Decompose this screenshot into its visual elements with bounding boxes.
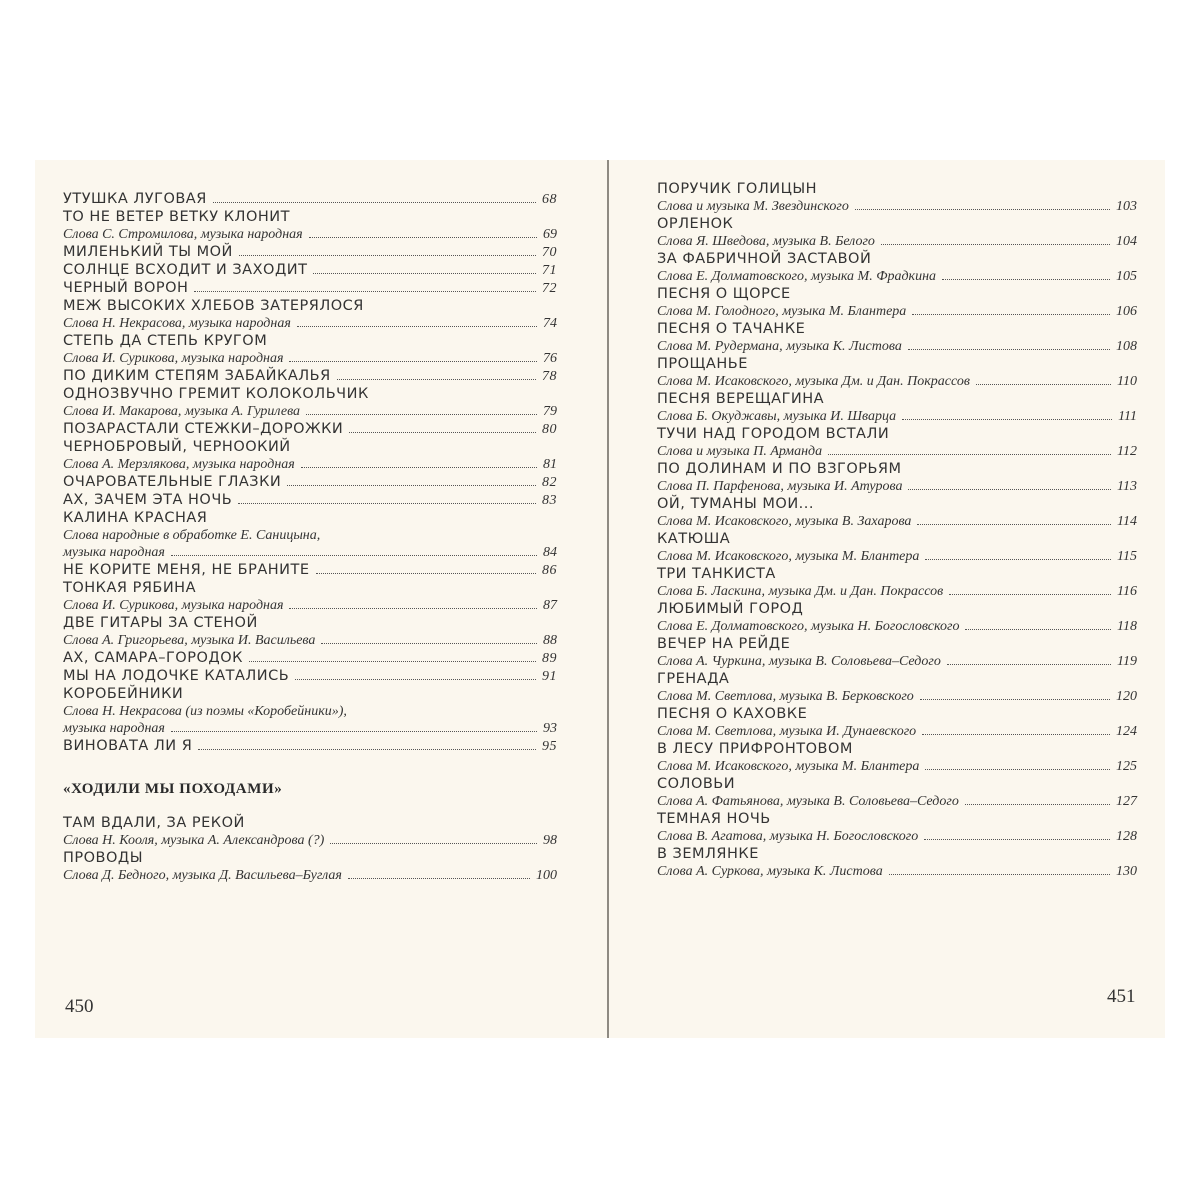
toc-credit-row [657, 863, 1137, 880]
song-title: КАТЮША [657, 531, 731, 547]
song-title: АХ, ЗАЧЕМ ЭТА НОЧЬ [63, 492, 233, 508]
song-title: ТОНКАЯ РЯБИНА [63, 580, 197, 596]
song-title: ОЙ, ТУМАНЫ МОИ... [657, 496, 815, 512]
page-ref: 72 [542, 281, 557, 296]
dot-leader [301, 467, 537, 468]
page-ref: 98 [543, 833, 557, 848]
song-title: ТАМ ВДАЛИ, ЗА РЕКОЙ [63, 815, 245, 831]
dot-leader [348, 878, 530, 879]
toc-credit-row [63, 315, 557, 332]
song-title: ВИНОВАТА ЛИ Я [63, 738, 193, 754]
dot-leader [198, 749, 536, 750]
page-ref: 115 [1117, 549, 1137, 564]
song-title: ТЕМНАЯ НОЧЬ [657, 811, 771, 827]
toc-title-row [63, 367, 557, 385]
song-credit: Слова и музыка П. Арманда [657, 444, 823, 459]
song-title: ТУЧИ НАД ГОРОДОМ ВСТАЛИ [657, 426, 890, 442]
toc-credit-row [657, 303, 1137, 320]
page-ref: 95 [542, 739, 557, 754]
song-credit: Слова Е. Долматовского, музыка М. Фрадкина [657, 269, 937, 284]
right-toc-entries [657, 180, 1137, 880]
toc-title-row [63, 438, 557, 456]
toc-credit-row [63, 226, 557, 243]
left-toc [63, 190, 557, 884]
page-ref: 70 [542, 245, 557, 260]
song-title: МИЛЕНЬКИЙ ТЫ МОЙ [63, 244, 233, 260]
dot-leader [908, 349, 1110, 350]
dot-leader [289, 608, 537, 609]
toc-credit-row [63, 456, 557, 473]
toc-title-row [63, 208, 557, 226]
page-ref: 71 [542, 263, 557, 278]
song-title: ДВЕ ГИТАРЫ ЗА СТЕНОЙ [63, 615, 258, 631]
toc-title-row [63, 261, 557, 279]
page-ref: 130 [1116, 864, 1137, 879]
toc-title-row [657, 390, 1137, 408]
toc-title-row [657, 705, 1137, 723]
song-title: ЛЮБИМЫЙ ГОРОД [657, 601, 804, 617]
page-ref: 86 [542, 563, 557, 578]
song-title: НЕ КОРИТЕ МЕНЯ, НЕ БРАНИТЕ [63, 562, 310, 578]
dot-leader [295, 679, 536, 680]
toc-credit-row [63, 703, 557, 720]
page-ref: 124 [1116, 724, 1137, 739]
page-ref: 76 [543, 351, 557, 366]
song-credit: Слова А. Фатьянова, музыка В. Соловьева–Седого [657, 794, 959, 809]
song-credit: музыка народная [63, 721, 165, 736]
toc-title-row [63, 814, 557, 832]
song-credit: музыка народная [63, 545, 165, 560]
page-number-right: 451 [1107, 986, 1136, 1007]
song-title: ОРЛЕНОК [657, 216, 734, 232]
song-title: ПЕСНЯ ВЕРЕЩАГИНА [657, 391, 825, 407]
page-ref: 84 [543, 545, 557, 560]
toc-title-row [63, 685, 557, 703]
toc-credit-row [63, 527, 557, 544]
toc-credit-row [657, 758, 1137, 775]
song-title: ЧЕРНОБРОВЫЙ, ЧЕРНООКИЙ [63, 439, 291, 455]
dot-leader [828, 454, 1111, 455]
song-title: ПО ДОЛИНАМ И ПО ВЗГОРЬЯМ [657, 461, 902, 477]
page-ref: 88 [543, 633, 557, 648]
dot-leader [925, 559, 1111, 560]
page-ref: 106 [1116, 304, 1137, 319]
dot-leader [213, 202, 536, 203]
toc-credit-row [657, 828, 1137, 845]
page-ref: 110 [1117, 374, 1137, 389]
page-ref: 93 [543, 721, 557, 736]
song-credit: Слова М. Исаковского, музыка М. Блантера [657, 549, 920, 564]
page-ref: 119 [1117, 654, 1137, 669]
page-ref: 128 [1116, 829, 1137, 844]
toc-title-row [657, 740, 1137, 758]
toc-credit-row [63, 350, 557, 367]
dot-leader [309, 237, 537, 238]
page-ref: 112 [1117, 444, 1137, 459]
toc-credit-row [63, 867, 557, 884]
toc-credit-row [657, 618, 1137, 635]
dot-leader [965, 629, 1111, 630]
dot-leader [194, 291, 536, 292]
dot-leader [238, 503, 536, 504]
toc-title-row [63, 473, 557, 491]
song-title: ЧЕРНЫЙ ВОРОН [63, 280, 189, 296]
song-title: КОРОБЕЙНИКИ [63, 686, 184, 702]
toc-credit-row [657, 653, 1137, 670]
section-toc-entries [63, 814, 557, 884]
song-credit: Слова Н. Некрасова, музыка народная [63, 316, 291, 331]
toc-title-row [63, 243, 557, 261]
toc-credit-row [657, 688, 1137, 705]
song-credit: Слова М. Исаковского, музыка М. Блантера [657, 759, 920, 774]
song-credit: Слова М. Исаковского, музыка Дм. и Дан. Покрассов [657, 374, 970, 389]
song-title: ПЕСНЯ О ТАЧАНКЕ [657, 321, 806, 337]
toc-title-row [657, 180, 1137, 198]
toc-title-row [63, 737, 557, 755]
left-page [35, 160, 607, 1038]
toc-credit-row [657, 408, 1137, 425]
song-credit: Слова И. Сурикова, музыка народная [63, 351, 284, 366]
song-title: ПЕСНЯ О КАХОВКЕ [657, 706, 808, 722]
dot-leader [239, 255, 536, 256]
toc-title-row [657, 810, 1137, 828]
page-ref: 100 [536, 868, 557, 883]
toc-title-row [657, 355, 1137, 373]
song-title: ОЧАРОВАТЕЛЬНЫЕ ГЛАЗКИ [63, 474, 282, 490]
page-ref: 69 [543, 227, 557, 242]
toc-title-row [657, 845, 1137, 863]
page-number-left: 450 [65, 996, 94, 1017]
toc-credit-row [63, 544, 557, 561]
song-title: ТРИ ТАНКИСТА [657, 566, 776, 582]
song-credit: Слова Б. Окуджавы, музыка И. Шварца [657, 409, 897, 424]
page-ref: 82 [542, 475, 557, 490]
toc-credit-row [657, 723, 1137, 740]
page-ref: 114 [1117, 514, 1137, 529]
book-spread [35, 160, 1165, 1038]
toc-title-row [63, 561, 557, 579]
page-ref: 83 [542, 493, 557, 508]
dot-leader [912, 314, 1110, 315]
toc-title-row [63, 667, 557, 685]
dot-leader [321, 643, 537, 644]
toc-title-row [63, 579, 557, 597]
toc-title-row [657, 250, 1137, 268]
toc-credit-row [657, 478, 1137, 495]
song-credit: Слова М. Светлова, музыка В. Берковского [657, 689, 914, 704]
song-credit: Слова В. Агатова, музыка Н. Богословского [657, 829, 919, 844]
song-credit: Слова Я. Шведова, музыка В. Белого [657, 234, 875, 249]
page-ref: 104 [1116, 234, 1137, 249]
song-title: УТУШКА ЛУГОВАЯ [63, 191, 207, 207]
song-credit: Слова П. Парфенова, музыка И. Атурова [657, 479, 903, 494]
page-ref: 68 [542, 192, 557, 207]
page-ref: 91 [542, 669, 557, 684]
dot-leader [330, 843, 537, 844]
toc-credit-row [657, 443, 1137, 460]
page-ref: 81 [543, 457, 557, 472]
song-credit: Слова И. Сурикова, музыка народная [63, 598, 284, 613]
page-ref: 111 [1118, 409, 1137, 424]
dot-leader [917, 524, 1111, 525]
song-title: ПОРУЧИК ГОЛИЦЫН [657, 181, 818, 197]
toc-title-row [657, 600, 1137, 618]
song-credit: Слова И. Макарова, музыка А. Гурилева [63, 404, 301, 419]
toc-credit-row [657, 373, 1137, 390]
toc-credit-row [657, 513, 1137, 530]
right-page [609, 160, 1165, 1038]
dot-leader [920, 699, 1110, 700]
dot-leader [949, 594, 1111, 595]
page-ref: 103 [1116, 199, 1137, 214]
song-credit: Слова Д. Бедного, музыка Д. Васильева–Буглая [63, 868, 342, 883]
toc-title-row [657, 635, 1137, 653]
dot-leader [171, 555, 537, 556]
dot-leader [855, 209, 1110, 210]
song-title: СОЛНЦЕ ВСХОДИТ И ЗАХОДИТ [63, 262, 308, 278]
toc-title-row [63, 509, 557, 527]
toc-credit-row [63, 403, 557, 420]
song-credit: Слова А. Чуркина, музыка В. Соловьева–Седого [657, 654, 941, 669]
song-title: ПРОВОДЫ [63, 850, 144, 866]
dot-leader [337, 379, 536, 380]
dot-leader [313, 273, 536, 274]
toc-title-row [63, 190, 557, 208]
toc-credit-row [657, 233, 1137, 250]
song-title: ГРЕНАДА [657, 671, 730, 687]
toc-credit-row [657, 268, 1137, 285]
toc-title-row [63, 849, 557, 867]
song-title: ТО НЕ ВЕТЕР ВЕТКУ КЛОНИТ [63, 209, 290, 225]
dot-leader [925, 769, 1110, 770]
toc-title-row [657, 425, 1137, 443]
dot-leader [965, 804, 1110, 805]
song-credit: Слова М. Светлова, музыка И. Дунаевского [657, 724, 917, 739]
page-ref: 118 [1117, 619, 1137, 634]
dot-leader [947, 664, 1111, 665]
dot-leader [306, 414, 537, 415]
dot-leader [316, 573, 536, 574]
song-title: АХ, САМАРА–ГОРОДОК [63, 650, 243, 666]
toc-credit-row [657, 793, 1137, 810]
toc-credit-row [63, 720, 557, 737]
dot-leader [908, 489, 1111, 490]
toc-title-row [657, 320, 1137, 338]
page-ref: 87 [543, 598, 557, 613]
page-ref: 120 [1116, 689, 1137, 704]
dot-leader [171, 731, 537, 732]
dot-leader [249, 661, 536, 662]
toc-title-row [657, 495, 1137, 513]
dot-leader [349, 432, 536, 433]
song-credit: Слова Н. Кооля, музыка А. Александрова (?) [63, 833, 325, 848]
page-ref: 78 [542, 369, 557, 384]
toc-title-row [63, 420, 557, 438]
dot-leader [922, 734, 1110, 735]
song-title: КАЛИНА КРАСНАЯ [63, 510, 208, 526]
song-credit: Слова Н. Некрасова (из поэмы «Коробейники»), [63, 704, 347, 719]
song-credit: Слова народные в обработке Е. Саницына, [63, 528, 321, 543]
song-credit: Слова М. Голодного, музыка М. Блантера [657, 304, 907, 319]
dot-leader [902, 419, 1112, 420]
page-ref: 105 [1116, 269, 1137, 284]
song-title: В ЛЕСУ ПРИФРОНТОВОМ [657, 741, 853, 757]
toc-credit-row [657, 583, 1137, 600]
song-title: В ЗЕМЛЯНКЕ [657, 846, 759, 862]
song-title: ПО ДИКИМ СТЕПЯМ ЗАБАЙКАЛЬЯ [63, 368, 331, 384]
song-credit: Слова М. Исаковского, музыка В. Захарова [657, 514, 912, 529]
toc-title-row [657, 670, 1137, 688]
toc-credit-row [657, 338, 1137, 355]
song-title: ПЕСНЯ О ЩОРСЕ [657, 286, 791, 302]
song-title: ЗА ФАБРИЧНОЙ ЗАСТАВОЙ [657, 251, 872, 267]
toc-credit-row [63, 632, 557, 649]
page-ref: 113 [1117, 479, 1137, 494]
page-ref: 125 [1116, 759, 1137, 774]
page-ref: 89 [542, 651, 557, 666]
song-credit: Слова М. Рудермана, музыка К. Листова [657, 339, 902, 354]
toc-title-row [657, 460, 1137, 478]
toc-title-row [657, 775, 1137, 793]
right-toc [657, 180, 1137, 880]
toc-title-row [63, 614, 557, 632]
toc-credit-row [63, 832, 557, 849]
page-ref: 108 [1116, 339, 1137, 354]
song-title: ПОЗАРАСТАЛИ СТЕЖКИ–ДОРОЖКИ [63, 421, 344, 437]
toc-title-row [63, 491, 557, 509]
song-title: ПРОЩАНЬЕ [657, 356, 748, 372]
song-credit: Слова А. Мерзлякова, музыка народная [63, 457, 295, 472]
dot-leader [297, 326, 537, 327]
song-title: МЫ НА ЛОДОЧКЕ КАТАЛИСЬ [63, 668, 290, 684]
song-title: МЕЖ ВЫСОКИХ ХЛЕБОВ ЗАТЕРЯЛОСЯ [63, 298, 364, 314]
toc-title-row [657, 215, 1137, 233]
left-toc-entries [63, 190, 557, 755]
song-credit: Слова и музыка М. Звездинского [657, 199, 849, 214]
song-title: ОДНОЗВУЧНО ГРЕМИТ КОЛОКОЛЬЧИК [63, 386, 369, 402]
dot-leader [976, 384, 1111, 385]
page-ref: 80 [542, 422, 557, 437]
toc-title-row [63, 385, 557, 403]
dot-leader [881, 244, 1110, 245]
song-title: СТЕПЬ ДА СТЕПЬ КРУГОМ [63, 333, 268, 349]
page-ref: 127 [1116, 794, 1137, 809]
dot-leader [942, 279, 1110, 280]
toc-title-row [63, 279, 557, 297]
song-credit: Слова Е. Долматовского, музыка Н. Богословского [657, 619, 960, 634]
toc-credit-row [657, 198, 1137, 215]
song-credit: Слова А. Суркова, музыка К. Листова [657, 864, 883, 879]
page-ref: 74 [543, 316, 557, 331]
toc-title-row [657, 285, 1137, 303]
page-ref: 79 [543, 404, 557, 419]
song-credit: Слова Б. Ласкина, музыка Дм. и Дан. Покрассов [657, 584, 944, 599]
page-ref: 116 [1117, 584, 1137, 599]
toc-title-row [657, 565, 1137, 583]
song-title: СОЛОВЬИ [657, 776, 736, 792]
toc-title-row [63, 649, 557, 667]
dot-leader [287, 485, 536, 486]
song-credit: Слова А. Григорьева, музыка И. Васильева [63, 633, 316, 648]
section-heading: «ХОДИЛИ МЫ ПОХОДАМИ» [63, 781, 283, 797]
song-credit: Слова С. Стромилова, музыка народная [63, 227, 303, 242]
toc-title-row [63, 297, 557, 315]
toc-title-row [63, 332, 557, 350]
toc-credit-row [657, 548, 1137, 565]
dot-leader [924, 839, 1110, 840]
toc-credit-row [63, 597, 557, 614]
dot-leader [889, 874, 1110, 875]
toc-title-row [657, 530, 1137, 548]
dot-leader [289, 361, 537, 362]
song-title: ВЕЧЕР НА РЕЙДЕ [657, 636, 791, 652]
